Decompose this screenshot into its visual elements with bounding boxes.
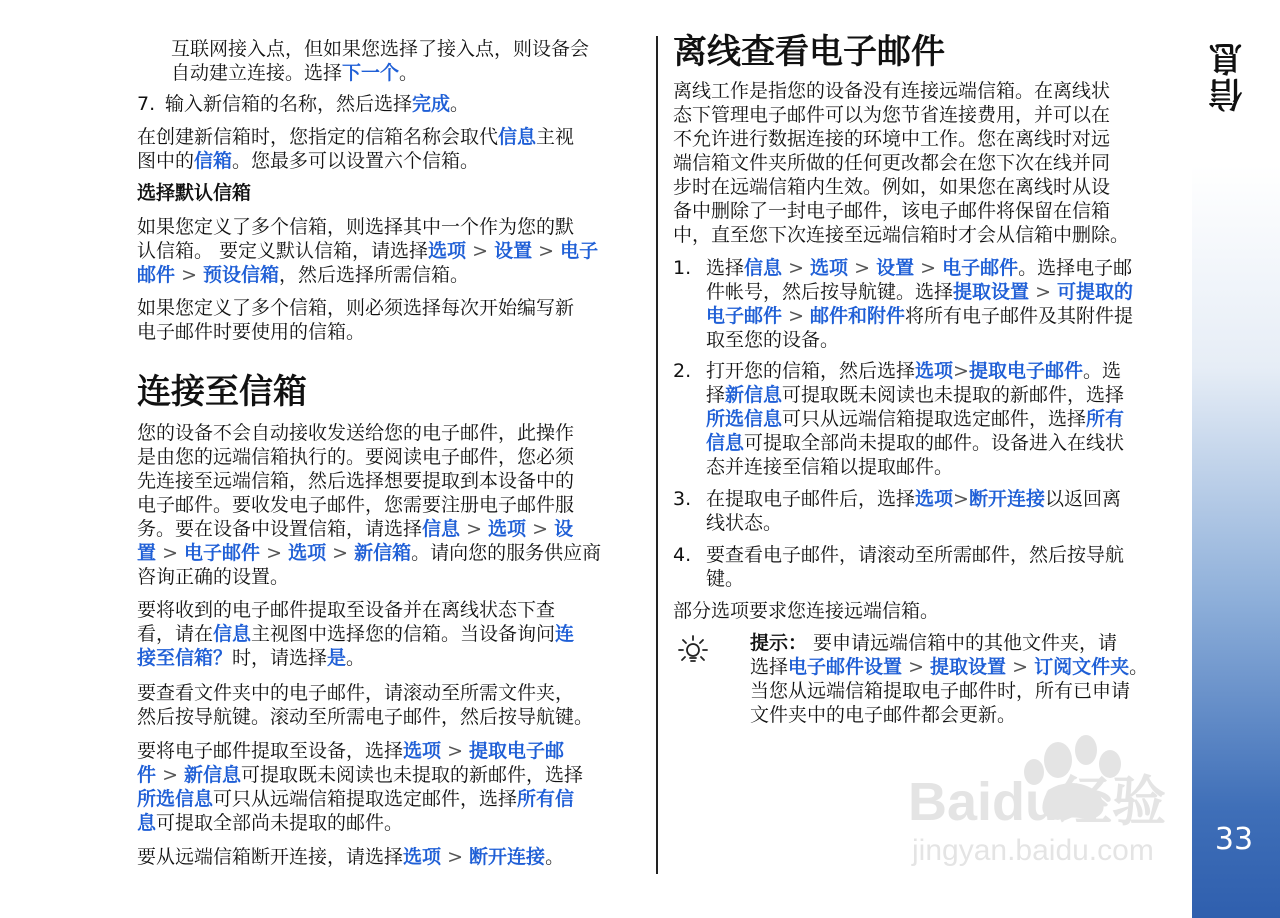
para-4-line-6: 置 > 电子邮件 > 选项 > 新信箱。请向您的服务供应商 (137, 542, 602, 564)
column-divider (656, 36, 658, 874)
link-email[interactable]: 电子邮件 (184, 542, 261, 564)
step-7: 7. 输入新信箱的名称，然后选择完成。 (137, 93, 470, 115)
r-para-2: 部分选项要求您连接远端信箱。 (673, 600, 940, 622)
link-selected[interactable]: 所选信息 (706, 408, 783, 430)
link-yes[interactable]: 是 (327, 647, 347, 669)
intro-line-1: 互联网接入点，但如果您选择了接入点，则设备会 (171, 38, 590, 60)
link-email-settings[interactable]: 电子邮件设置 (788, 656, 903, 678)
link-connect-to-mailbox-cont[interactable]: 接至信箱？ (137, 647, 233, 669)
link-retrievable[interactable]: 可提取的 (1057, 281, 1134, 303)
para-4-line-4: 电子邮件。要收发电子邮件，您需要注册电子邮件服 (137, 494, 575, 516)
link-all-cont[interactable]: 息 (137, 812, 157, 834)
link-settings[interactable]: 设 (554, 518, 574, 540)
baidu-watermark-logo (908, 720, 1208, 870)
step-2-line-5: 态并连接至信箱以提取邮件。 (706, 456, 954, 478)
link-settings[interactable]: 设置 (494, 240, 533, 262)
link-disconnect[interactable]: 断开连接 (968, 488, 1045, 510)
para-5-line-3: 接至信箱？时，请选择是。 (137, 647, 366, 669)
link-options[interactable]: 选项 (428, 240, 467, 262)
tip-line-2: 选择电子邮件设置 > 提取设置 > 订阅文件夹。 (750, 656, 1149, 678)
para-2-line-2: 认信箱。 要定义默认信箱，请选择选项 > 设置 > 电子 (137, 240, 599, 262)
link-default-mailbox[interactable]: 预设信箱 (203, 264, 280, 286)
link-options[interactable]: 选项 (915, 488, 954, 510)
link-email[interactable]: 电子 (560, 240, 599, 262)
tip-line-1: 提示： 要申请远端信箱中的其他文件夹，请 (750, 632, 1118, 654)
tip-line-3: 当您从远端信箱提取电子邮件时，所有已申请 (750, 680, 1131, 702)
link-settings[interactable]: 设置 (876, 257, 915, 279)
para-4-line-5: 务。要在设备中设置信箱，请选择信息 > 选项 > 设 (137, 518, 574, 540)
link-email[interactable]: 电子邮件 (942, 257, 1019, 279)
para-5-line-2: 看，请在信息主视图中选择您的信箱。当设备询问连 (137, 623, 575, 645)
para-7-line-1: 要将电子邮件提取至设备，选择选项 > 提取电子邮 (137, 740, 565, 762)
para-3-line-2: 电子邮件时要使用的信箱。 (137, 321, 366, 343)
link-connect-to-mailbox[interactable]: 连 (555, 623, 575, 645)
r-para-1-line-2: 态下管理电子邮件可以为您节省连接费用，并可以在 (673, 104, 1111, 126)
link-retrievable-cont[interactable]: 电子邮件 (706, 305, 783, 327)
link-options[interactable]: 选项 (403, 846, 442, 868)
link-email-cont[interactable]: 邮件 (137, 264, 176, 286)
section-title: 信息 (1209, 40, 1249, 112)
r-para-1-line-1: 离线工作是指您的设备没有连接远端信箱。在离线状 (673, 80, 1111, 102)
link-all-cont[interactable]: 信息 (706, 432, 745, 454)
step-4-line-2: 键。 (706, 568, 745, 590)
step-2-line-3: 所选信息可只从远端信箱提取选定邮件，选择所有 (706, 408, 1125, 430)
link-retrieve-email[interactable]: 提取电子邮 (469, 740, 565, 762)
step-1-line-4: 取至您的设备。 (706, 329, 840, 351)
para-7-line-3: 所选信息可只从远端信箱提取选定邮件，选择所有信 (137, 788, 575, 810)
step-2-line-4: 信息可提取全部尚未提取的邮件。设备进入在线状 (706, 432, 1125, 454)
r-para-1-line-7: 中，直至您下次连接至远端信箱时才会从信箱中删除。 (673, 224, 1130, 246)
link-mailbox[interactable]: 信箱 (194, 150, 233, 172)
para-7-line-4: 息可提取全部尚未提取的邮件。 (137, 812, 404, 834)
link-retrieve-email[interactable]: 提取电子邮件 (968, 360, 1083, 382)
watermark-url: jingyan.baidu.com (912, 834, 1154, 867)
link-options[interactable]: 选项 (488, 518, 527, 540)
sub-heading: 选择默认信箱 (137, 182, 252, 204)
link-all[interactable]: 所有信 (517, 788, 575, 810)
link-disconnect[interactable]: 断开连接 (469, 846, 546, 868)
heading-offline: 离线查看电子邮件 (673, 32, 945, 72)
para-1-line-1: 在创建新信箱时，您指定的信箱名称会取代信息主视 (137, 126, 575, 148)
para-6-line-2: 然后按导航键。滚动至所需电子邮件，然后按导航键。 (137, 706, 594, 728)
r-para-1-line-5: 步时在远端信箱内生效。例如，如果您在离线时从设 (673, 176, 1111, 198)
link-new-mailbox[interactable]: 新信箱 (354, 542, 412, 564)
r-para-1-line-6: 备中删除了一封电子邮件，该电子邮件将保留在信箱 (673, 200, 1111, 222)
link-all[interactable]: 所有 (1086, 408, 1125, 430)
link-options[interactable]: 选项 (403, 740, 442, 762)
intro-line-2: 自动建立连接。选择下一个。 (171, 62, 419, 84)
para-4-line-3: 先连接至远端信箱，然后选择想要提取到本设备中的 (137, 470, 575, 492)
watermark-brand: Baidu经验 (908, 772, 1167, 832)
para-4-line-7: 咨询正确的设置。 (137, 566, 290, 588)
step-4-line-1: 4. 要查看电子邮件，请滚动至所需邮件，然后按导航 (673, 544, 1125, 566)
page-number: 33 (1214, 822, 1254, 857)
para-4-line-1: 您的设备不会自动接收发送给您的电子邮件，此操作 (137, 422, 575, 444)
tip-label: 提示： (750, 632, 808, 654)
link-messaging[interactable]: 信息 (744, 257, 783, 279)
link-options[interactable]: 选项 (288, 542, 327, 564)
link-options[interactable]: 选项 (810, 257, 849, 279)
step-2-line-1: 2. 打开您的信箱，然后选择选项>提取电子邮件。选 (673, 360, 1121, 382)
link-selected[interactable]: 所选信息 (137, 788, 214, 810)
step-1-line-2: 件帐号，然后按导航键。选择提取设置 > 可提取的 (706, 281, 1134, 303)
tip-line-4: 文件夹中的电子邮件都会更新。 (750, 704, 1017, 726)
step-1-line-1: 1. 选择信息 > 选项 > 设置 > 电子邮件。选择电子邮 (673, 257, 1133, 279)
para-5-line-1: 要将收到的电子邮件提取至设备并在离线状态下查 (137, 599, 556, 621)
link-retrieval-settings[interactable]: 提取设置 (930, 656, 1007, 678)
link-mail-and-attachments[interactable]: 邮件和附件 (810, 305, 906, 327)
para-2-line-3: 邮件 > 预设信箱，然后选择所需信箱。 (137, 264, 470, 286)
link-messaging[interactable]: 信息 (422, 518, 461, 540)
step-2-line-2: 择新信息可提取既未阅读也未提取的新邮件，选择 (706, 384, 1125, 406)
r-para-1-line-3: 不允许进行数据连接的环境中工作。您在离线时对远 (673, 128, 1111, 150)
link-retrieve-email-cont[interactable]: 件 (137, 764, 157, 786)
link-retrieval-settings[interactable]: 提取设置 (953, 281, 1030, 303)
link-subscribe-folders[interactable]: 订阅文件夹 (1034, 656, 1130, 678)
para-2-line-1: 如果您定义了多个信箱，则选择其中一个作为您的默 (137, 216, 575, 238)
para-4-line-2: 是由您的远端信箱执行的。要阅读电子邮件，您必须 (137, 446, 575, 468)
step-3-line-2: 线状态。 (706, 512, 783, 534)
para-3-line-1: 如果您定义了多个信箱，则必须选择每次开始编写新 (137, 297, 575, 319)
link-new-messages[interactable]: 新信息 (184, 764, 242, 786)
link-next[interactable]: 下一个 (342, 62, 400, 84)
r-para-1-line-4: 端信箱文件夹所做的任何更改都会在您下次在线并同 (673, 152, 1111, 174)
link-settings-cont[interactable]: 置 (137, 542, 157, 564)
para-7-line-2: 件 > 新信息可提取既未阅读也未提取的新邮件，选择 (137, 764, 584, 786)
link-messaging[interactable]: 信息 (213, 623, 252, 645)
link-new-messages[interactable]: 新信息 (725, 384, 783, 406)
para-1-line-2: 图中的信箱。您最多可以设置六个信箱。 (137, 150, 480, 172)
step-1-line-3: 电子邮件 > 邮件和附件将所有电子邮件及其附件提 (706, 305, 1134, 327)
para-8: 要从远端信箱断开连接，请选择选项 > 断开连接。 (137, 846, 565, 868)
heading-connect: 连接至信箱 (137, 372, 307, 412)
link-done[interactable]: 完成 (412, 93, 451, 115)
lightbulb-icon (673, 632, 713, 672)
step-3-line-1: 3. 在提取电子邮件后，选择选项>断开连接以返回离 (673, 488, 1121, 510)
link-messaging[interactable]: 信息 (498, 126, 537, 148)
para-6-line-1: 要查看文件夹中的电子邮件，请滚动至所需文件夹， (137, 682, 575, 704)
link-options[interactable]: 选项 (915, 360, 954, 382)
